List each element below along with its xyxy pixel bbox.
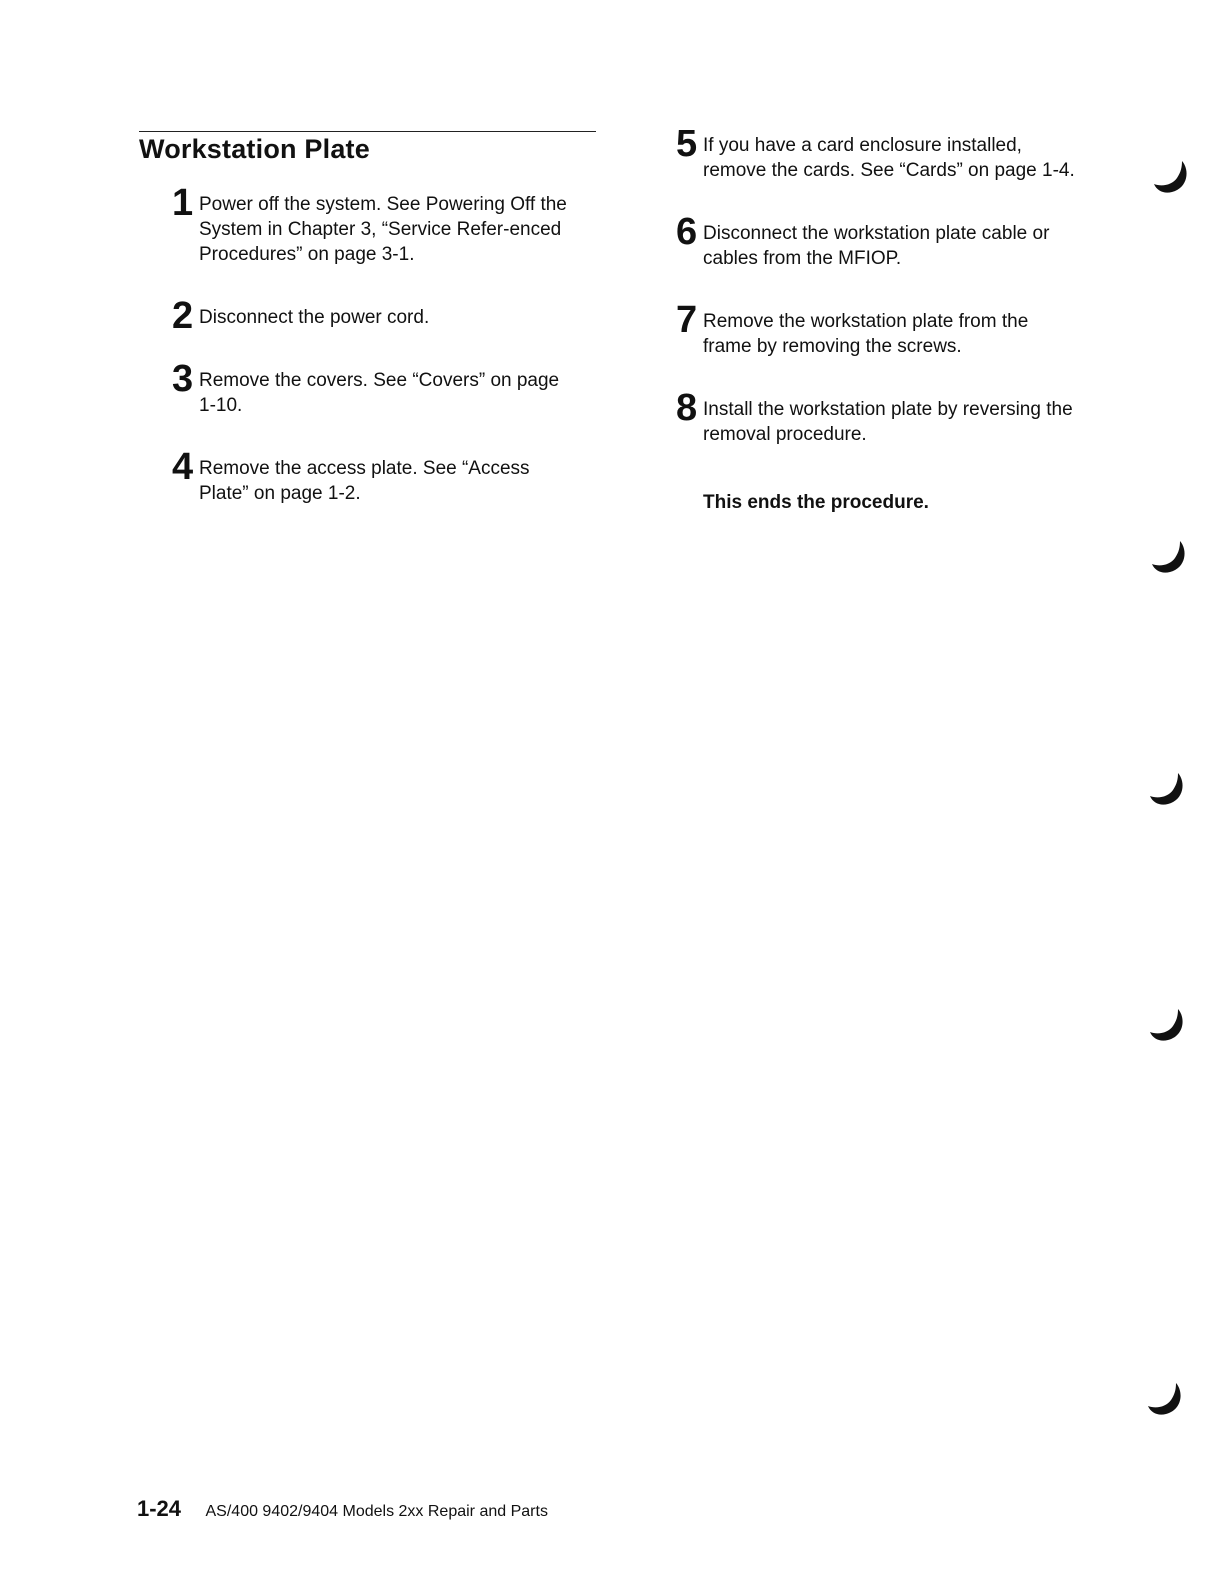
page-footer xyxy=(137,1496,548,1522)
step-6 xyxy=(676,211,1076,271)
punch-hole-icon xyxy=(1146,1380,1186,1420)
footer-page-number: 1-24 xyxy=(137,1496,182,1521)
punch-hole-icon xyxy=(1152,158,1192,198)
punch-hole-icon xyxy=(1150,538,1190,578)
step-5 xyxy=(676,123,1076,183)
step-7 xyxy=(676,299,1076,359)
step-1 xyxy=(172,182,572,267)
procedure-end-note: This ends the procedure. xyxy=(703,492,929,513)
step-4 xyxy=(172,446,572,506)
step-number: 4 xyxy=(172,446,194,488)
step-text: Power off the system. See Powering Off the System in Chapter 3, “Service Refer-enced Procedures” on page 3-1. xyxy=(199,194,567,265)
step-text: Remove the covers. See “Covers” on page 1-10. xyxy=(199,370,560,416)
step-2 xyxy=(172,295,572,337)
step-number: 2 xyxy=(172,295,194,337)
step-text: Disconnect the power cord. xyxy=(199,307,430,328)
step-3 xyxy=(172,358,572,418)
step-text: Install the workstation plate by reversing the removal procedure. xyxy=(703,399,1073,445)
steps-right-column xyxy=(676,123,1076,483)
punch-hole-icon xyxy=(1148,770,1188,810)
footer-book-title: AS/400 9402/9404 Models 2xx Repair and Parts xyxy=(205,1503,548,1520)
step-number: 3 xyxy=(172,358,194,400)
step-number: 5 xyxy=(676,123,698,165)
step-text: Remove the workstation plate from the frame by removing the screws. xyxy=(703,311,1029,357)
section-title: Workstation Plate xyxy=(139,134,370,164)
steps-left-column xyxy=(172,182,572,542)
punch-hole-icon xyxy=(1148,1006,1188,1046)
step-8 xyxy=(676,387,1076,447)
step-number: 6 xyxy=(676,211,698,253)
step-number: 1 xyxy=(172,182,194,224)
step-text: Remove the access plate. See “Access Plate” on page 1-2. xyxy=(199,458,530,504)
step-number: 7 xyxy=(676,299,698,341)
step-text: Disconnect the workstation plate cable or cables from the MFIOP. xyxy=(703,223,1050,269)
step-number: 8 xyxy=(676,387,698,429)
section-rule xyxy=(139,131,596,132)
step-text: If you have a card enclosure installed, remove the cards. See “Cards” on page 1-4. xyxy=(703,135,1075,181)
